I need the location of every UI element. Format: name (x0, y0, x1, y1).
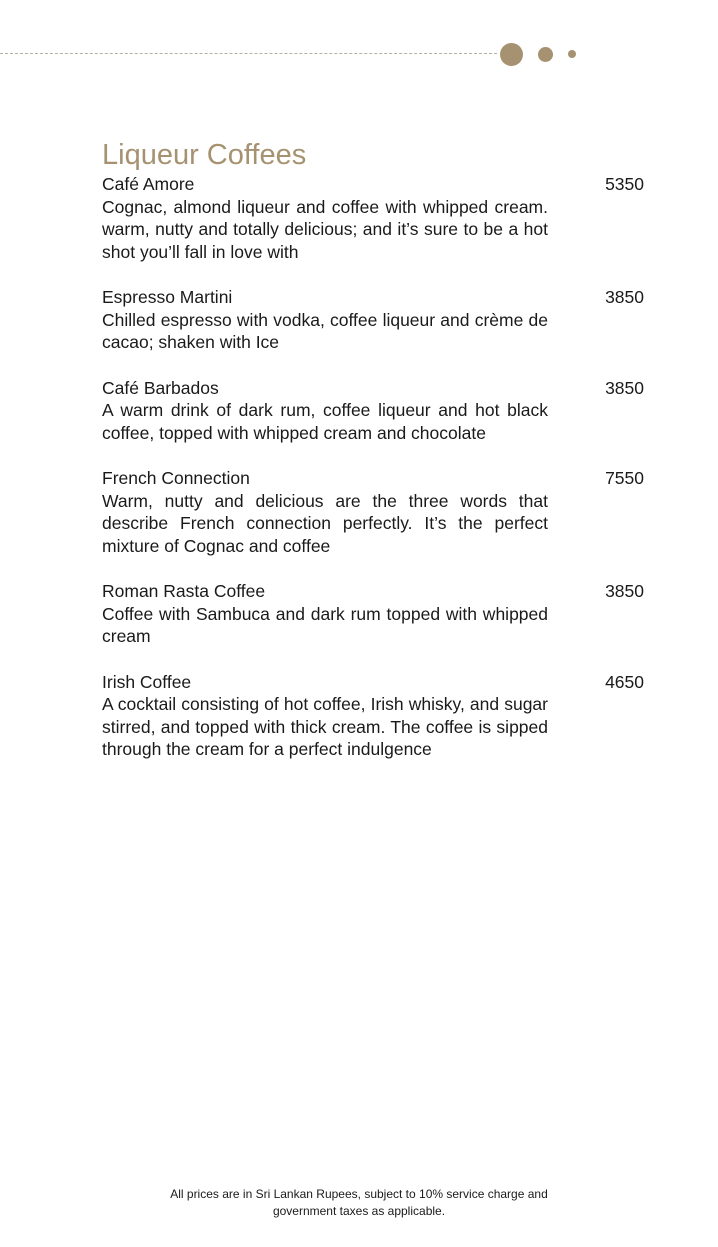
item-description: Coffee with Sambuca and dark rum topped with whipped cream (102, 603, 548, 646)
item-price: 7550 (605, 468, 644, 488)
item-price: 3850 (605, 287, 644, 307)
menu-item (102, 580, 644, 648)
menu-item (102, 377, 644, 445)
item-description: A cocktail consisting of hot coffee, Irish whisky, and sugar stirred, and topped with thick cream. The coffee is sipped through the cream for a perfect indulgence (102, 694, 548, 759)
item-description: Cognac, almond liqueur and coffee with whipped cream. warm, nutty and totally delicious; and it’s sure to be a hot shot you’ll fall in love with (102, 196, 548, 262)
item-name: Irish Coffee (102, 671, 192, 692)
disclaimer-line-1: All prices are in Sri Lankan Rupees, subject to 10% service charge and (170, 1187, 548, 1201)
decorative-dot-large (500, 43, 523, 66)
menu-item (102, 671, 644, 761)
price-disclaimer (150, 1186, 568, 1220)
item-price: 3850 (605, 377, 644, 398)
item-name: Café Amore (102, 174, 195, 194)
item-price: 3850 (605, 581, 644, 601)
item-name: Café Barbados (102, 377, 219, 398)
item-name: Espresso Martini (102, 287, 233, 307)
menu-list (102, 173, 644, 784)
disclaimer-line-2: government taxes as applicable. (272, 1204, 446, 1218)
menu-item (102, 467, 644, 557)
item-price: 5350 (605, 174, 644, 194)
item-name: French Connection (102, 468, 250, 488)
menu-item (102, 286, 644, 354)
item-description: Chilled espresso with vodka, coffee liqueur and crème de cacao; shaken with Ice (102, 309, 548, 352)
item-description: Warm, nutty and delicious are the three words that describe French connection perfectly. It’s the perfect mixture of Cognac and coffee (102, 490, 548, 556)
section-title: Liqueur Coffees (102, 139, 307, 172)
item-name: Roman Rasta Coffee (102, 581, 266, 601)
menu-item (102, 173, 644, 263)
decorative-dot-medium (538, 47, 553, 62)
item-price: 4650 (605, 671, 644, 692)
item-description: A warm drink of dark rum, coffee liqueur and hot black coffee, topped with whipped cream and chocolate (102, 400, 548, 443)
decorative-dot-small (568, 50, 576, 58)
top-dashed-rule (0, 53, 497, 54)
